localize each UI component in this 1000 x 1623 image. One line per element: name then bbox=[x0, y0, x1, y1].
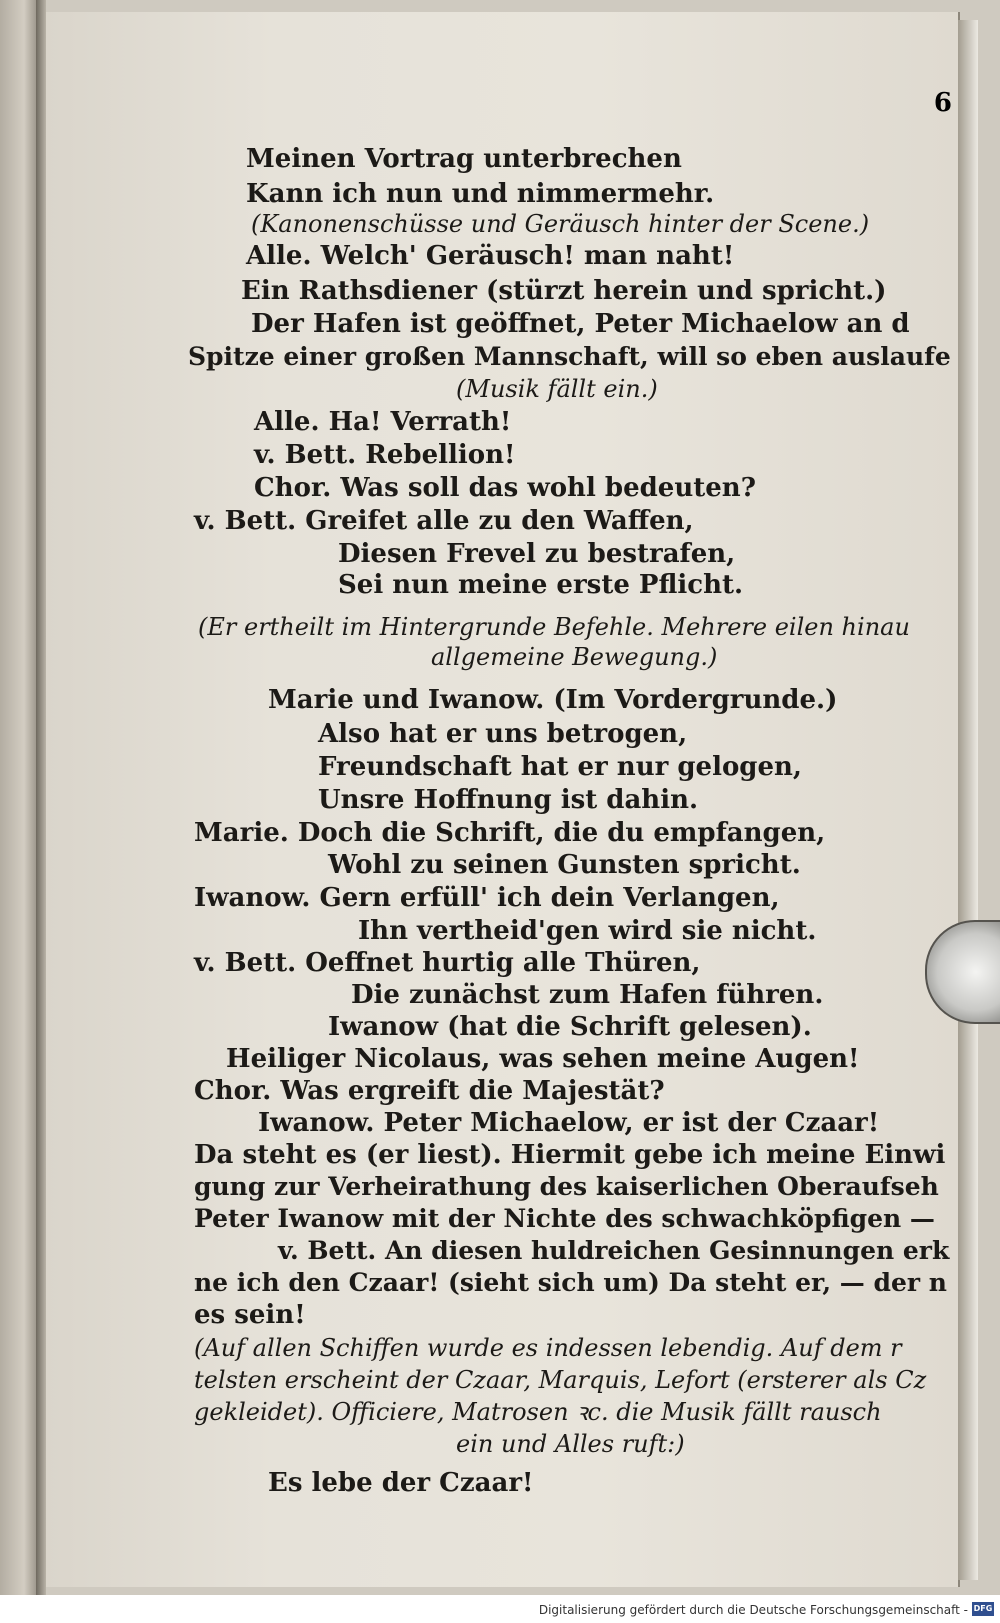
text-line: Ein Rathsdiener (stürzt herein und spricht.) bbox=[241, 276, 887, 306]
text-line: v. Bett. An diesen huldreichen Gesinnungen erk bbox=[278, 1236, 950, 1265]
text-line: Marie und Iwanow. (Im Vordergrunde.) bbox=[268, 685, 838, 715]
text-line: gung zur Verheirathung des kaiserlichen Oberaufseh bbox=[194, 1172, 939, 1201]
text-line: Alle. Ha! Verrath! bbox=[254, 407, 512, 437]
text-line: Chor. Was soll das wohl bedeuten? bbox=[254, 473, 756, 503]
text-line: Peter Iwanow mit der Nichte des schwachköpfigen — bbox=[194, 1204, 935, 1233]
text-line: Der Hafen ist geöffnet, Peter Michaelow an d bbox=[251, 309, 910, 339]
stage-direction: (Musik fällt ein.) bbox=[456, 375, 658, 403]
text-line: Diesen Frevel zu bestrafen, bbox=[338, 539, 736, 569]
footer-credit: Digitalisierung gefördert durch die Deutsche Forschungsgemeinschaft - bbox=[538, 1603, 968, 1617]
stage-direction: (Er ertheilt im Hintergrunde Befehle. Mehrere eilen hinau bbox=[198, 613, 910, 641]
text-line: v. Bett. Greifet alle zu den Waffen, bbox=[194, 506, 694, 536]
text-line: Freundschaft hat er nur gelogen, bbox=[318, 752, 802, 782]
text-line: Chor. Was ergreift die Majestät? bbox=[194, 1076, 665, 1106]
text-line: Unsre Hoffnung ist dahin. bbox=[318, 785, 699, 815]
page-text bbox=[46, 12, 958, 1587]
text-line: v. Bett. Rebellion! bbox=[254, 440, 516, 470]
book-page bbox=[46, 12, 960, 1587]
text-line: Iwanow. Peter Michaelow, er ist der Czaar! bbox=[258, 1108, 880, 1138]
text-line: Kann ich nun und nimmermehr. bbox=[246, 179, 715, 209]
left-page-edge bbox=[0, 0, 40, 1595]
text-line: Wohl zu seinen Gunsten spricht. bbox=[328, 850, 801, 880]
text-line: v. Bett. Oeffnet hurtig alle Thüren, bbox=[194, 948, 701, 978]
text-line: Iwanow (hat die Schrift gelesen). bbox=[328, 1012, 812, 1042]
stage-direction: telsten erscheint der Czaar, Marquis, Lefort (ersterer als Cz bbox=[194, 1366, 927, 1394]
text-line: Also hat er uns betrogen, bbox=[318, 719, 688, 749]
text-line: Marie. Doch die Schrift, die du empfangen, bbox=[194, 818, 826, 848]
text-line: Sei nun meine erste Pflicht. bbox=[338, 570, 744, 600]
text-line: Alle. Welch' Geräusch! man naht! bbox=[246, 241, 735, 271]
text-line: Heiliger Nicolaus, was sehen meine Augen! bbox=[226, 1044, 860, 1074]
stage-direction: (Auf allen Schiffen wurde es indessen lebendig. Auf dem r bbox=[194, 1334, 902, 1362]
text-line: es sein! bbox=[194, 1300, 306, 1330]
text-line: Da steht es (er liest). Hiermit gebe ich meine Einwi bbox=[194, 1140, 946, 1170]
text-line: Es lebe der Czaar! bbox=[268, 1468, 534, 1498]
stage-direction: gekleidet). Officiere, Matrosen ꝛc. die Musik fällt rausch bbox=[194, 1398, 882, 1426]
text-line: Spitze einer großen Mannschaft, will so eben auslaufe bbox=[188, 342, 951, 371]
stage-direction: (Kanonenschüsse und Geräusch hinter der Scene.) bbox=[251, 210, 870, 238]
stage-direction: ein und Alles ruft:) bbox=[456, 1430, 685, 1458]
text-line: Meinen Vortrag unterbrechen bbox=[246, 144, 682, 174]
text-line: Die zunächst zum Hafen führen. bbox=[351, 980, 824, 1010]
digitization-footer bbox=[0, 1597, 1000, 1623]
page-number: 6 bbox=[933, 88, 952, 118]
stage-direction: allgemeine Bewegung.) bbox=[431, 643, 718, 671]
book-gutter bbox=[36, 0, 46, 1595]
text-line: Iwanow. Gern erfüll' ich dein Verlangen, bbox=[194, 883, 780, 913]
dfg-logo-icon: DFG bbox=[972, 1602, 994, 1616]
text-line: Ihn vertheid'gen wird sie nicht. bbox=[358, 916, 817, 946]
text-line: ne ich den Czaar! (sieht sich um) Da steht er, — der n bbox=[194, 1268, 947, 1297]
page-stack-edge bbox=[958, 20, 978, 1580]
